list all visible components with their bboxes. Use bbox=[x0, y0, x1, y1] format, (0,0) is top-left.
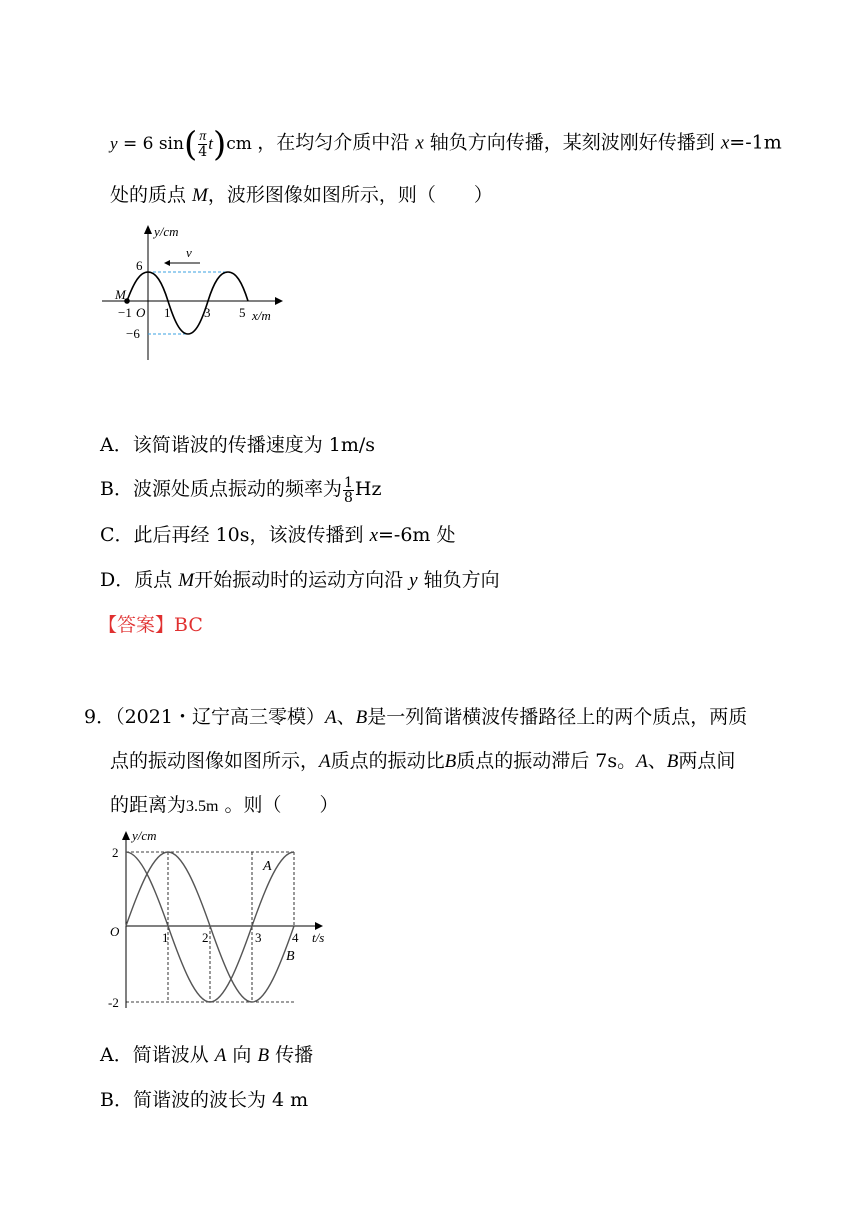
q8-wave-curve bbox=[127, 272, 248, 334]
option-text-c: 传播 bbox=[269, 1044, 314, 1066]
q9-line1-text: 是一列简谐横波传播路径上的两个质点，两质 bbox=[367, 706, 748, 728]
q8-y-label: y/cm bbox=[154, 224, 179, 239]
q9-x-arrow bbox=[315, 922, 323, 930]
q8-line2-M: M bbox=[192, 185, 208, 206]
q8-tick-neg1: −1 bbox=[118, 305, 132, 320]
formula: y = 6 sin( $\frac{\pi}{4}$ t)cm bbox=[110, 124, 252, 164]
q8-line1-text-b: 轴负方向传播，某刻波刚好传播到 bbox=[423, 131, 721, 154]
q9-line2-c: 质点的振动滞后 7s。 bbox=[456, 750, 637, 772]
q9-y-label: y/cm bbox=[132, 828, 157, 843]
q9-curve-A-label: A bbox=[263, 859, 272, 874]
option-x: x bbox=[369, 525, 378, 546]
option-unit: Hz bbox=[354, 478, 382, 500]
q9-line2-d: 两点间 bbox=[678, 750, 736, 772]
option-text-b: =-6m 处 bbox=[378, 524, 456, 546]
q8-tick-6: 6 bbox=[136, 258, 143, 273]
q9-tick-neg2: -2 bbox=[108, 995, 119, 1010]
q8-wave-graph bbox=[100, 220, 290, 370]
option-letter: B． bbox=[100, 1089, 133, 1111]
q8-option-D bbox=[100, 565, 500, 592]
option-y: y bbox=[409, 570, 418, 591]
option-letter: D． bbox=[100, 569, 135, 591]
option-letter: C． bbox=[100, 524, 134, 546]
option-letter: A． bbox=[100, 434, 133, 456]
option-text-b: 向 bbox=[226, 1044, 258, 1066]
q8-tick-neg6: −6 bbox=[126, 326, 140, 341]
option-text-b: 开始振动时的运动方向沿 bbox=[194, 569, 410, 591]
q8-x-arrow bbox=[275, 297, 283, 305]
option-text: 简谐波的波长为 4 m bbox=[132, 1089, 309, 1111]
q8-line-2 bbox=[110, 180, 493, 207]
q9-line-3 bbox=[110, 790, 339, 817]
q9-tick-4: 4 bbox=[292, 930, 299, 945]
q8-line2-text-a: 处的质点 bbox=[110, 184, 193, 206]
q9-line-1 bbox=[84, 702, 747, 729]
q9-line2-sep: 、 bbox=[647, 750, 667, 772]
formula-t: t bbox=[208, 133, 213, 153]
option-letter: A． bbox=[100, 1044, 133, 1066]
option-fraction bbox=[343, 476, 354, 505]
q9-source: （2021・辽宁高三零模） bbox=[115, 706, 325, 728]
q9-line3-a: 的距离为 bbox=[110, 794, 187, 816]
q9-line2-B: B bbox=[444, 751, 457, 772]
q8-tick-O: O bbox=[136, 305, 146, 320]
answer-value: BC bbox=[174, 614, 203, 636]
q8-option-B bbox=[100, 474, 382, 505]
q8-tick-5: 5 bbox=[239, 305, 246, 320]
option-letter: B． bbox=[100, 478, 133, 500]
q9-tick-2x: 2 bbox=[202, 930, 209, 945]
q9-line2-A: A bbox=[319, 751, 331, 772]
q8-line1-text-c: =-1m bbox=[729, 131, 782, 154]
formula-y: y bbox=[110, 133, 118, 153]
q9-line-2 bbox=[110, 746, 735, 773]
q9-tick-O: O bbox=[110, 924, 120, 939]
formula-unit: cm bbox=[226, 133, 252, 154]
q8-v-label: v bbox=[186, 245, 192, 260]
q9-line2-A2: A bbox=[636, 751, 648, 772]
q9-option-A bbox=[100, 1040, 313, 1067]
q9-y-arrow bbox=[122, 831, 130, 840]
q9-line2-B2: B bbox=[666, 751, 679, 772]
q9-curve-A bbox=[126, 852, 294, 1002]
q9-number: 9． bbox=[84, 706, 116, 728]
formula-pi: π bbox=[199, 128, 207, 144]
answer-label: 【答案】 bbox=[98, 614, 175, 636]
option-B: B bbox=[257, 1045, 270, 1066]
q8-M-label: M bbox=[115, 287, 126, 302]
option-text: 该简谐波的传播速度为 1m/s bbox=[132, 434, 376, 456]
q9-B: B bbox=[355, 707, 368, 728]
q9-A: A bbox=[324, 707, 337, 728]
q9-curve-B-label: B bbox=[286, 949, 295, 964]
q9-tick-1: 1 bbox=[162, 930, 169, 945]
formula-fraction bbox=[198, 130, 207, 159]
q9-tick-2: 2 bbox=[112, 845, 119, 860]
q8-answer bbox=[98, 610, 203, 637]
option-text: 波源处质点振动的频率为 bbox=[132, 478, 342, 500]
q8-tick-3: 3 bbox=[204, 305, 211, 320]
q8-y-arrow bbox=[144, 225, 152, 234]
fraction-den: 8 bbox=[343, 489, 353, 506]
q9-tick-3: 3 bbox=[255, 930, 262, 945]
q8-line-1 bbox=[110, 124, 782, 164]
q8-x-label: x/m bbox=[252, 308, 271, 323]
q9-x-label: t/s bbox=[312, 930, 325, 945]
q9-line2-b: 质点的振动比 bbox=[330, 750, 445, 772]
q8-velocity-arrowhead bbox=[164, 260, 170, 266]
q9-line3-b: 。则（ ） bbox=[218, 794, 339, 816]
formula-eq: = 6 sin bbox=[122, 133, 184, 154]
q9-line2-a: 点的振动图像如图所示， bbox=[110, 750, 320, 772]
q8-line1-x: x bbox=[415, 132, 424, 154]
formula-den: 4 bbox=[198, 143, 208, 160]
option-text: 质点 bbox=[134, 569, 179, 591]
q8-tick-1: 1 bbox=[164, 305, 171, 320]
q8-line1-text-a: ，在均匀介质中沿 bbox=[257, 131, 416, 154]
option-M: M bbox=[178, 570, 195, 591]
fraction-num: 1 bbox=[343, 474, 353, 491]
option-A: A bbox=[214, 1045, 227, 1066]
q8-option-A bbox=[100, 430, 375, 457]
q8-line1-x2: x bbox=[720, 132, 730, 154]
q9-option-B bbox=[100, 1085, 308, 1112]
q9-sep: 、 bbox=[336, 706, 356, 728]
q8-line2-text-b: ，波形图像如图所示，则（ ） bbox=[207, 184, 493, 206]
option-text: 简谐波从 bbox=[132, 1044, 215, 1066]
q9-vibration-graph bbox=[100, 826, 340, 1016]
option-text: 此后再经 10s，该波传播到 bbox=[133, 524, 370, 546]
q9-distance: 3.5m bbox=[186, 798, 219, 815]
option-text-c: 轴负方向 bbox=[417, 569, 500, 591]
q8-option-C bbox=[100, 520, 456, 547]
